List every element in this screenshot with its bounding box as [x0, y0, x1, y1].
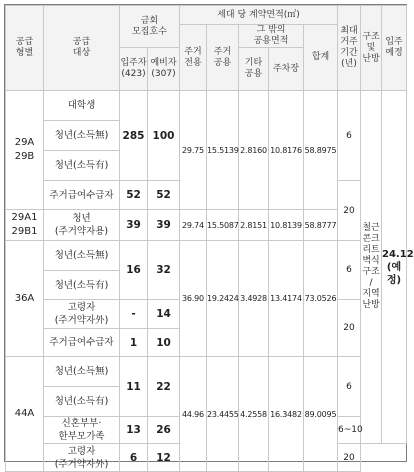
occupants-29a1: 39 — [120, 210, 148, 241]
period-36-elderly: 20 — [338, 300, 361, 357]
common-29: 15.5139 — [207, 91, 239, 210]
table-row — [6, 91, 407, 121]
common-44: 23.4455 — [207, 357, 239, 472]
exclusive-44: 44.96 — [180, 357, 207, 472]
header-other-common: 기타 공용 — [239, 48, 269, 91]
period-44-elderly: 20 — [338, 444, 361, 472]
structure-cell: 철근 콘크 리트 벽식 구조 / 지역 난방 — [361, 91, 382, 444]
occupants-36-benefit: 1 — [120, 329, 148, 357]
period-44-newlywed: 6~10 — [338, 417, 361, 444]
header-parking: 주차장 — [269, 48, 304, 91]
target-youth-weak: 청년 (주거약자용) — [44, 210, 120, 241]
exclusive-29: 29.75 — [180, 91, 207, 210]
parking-29a1: 10.8139 — [269, 210, 304, 241]
total-36: 73.0526 — [304, 241, 338, 357]
parking-44: 16.3482 — [269, 357, 304, 472]
supply-table-frame — [4, 4, 414, 470]
parking-36: 13.4174 — [269, 241, 304, 357]
other-common-29: 2.8160 — [239, 91, 269, 210]
header-max-period: 최대 거주 기간 (년) — [338, 6, 361, 91]
period-29-youth: 6 — [338, 91, 361, 181]
exclusive-29a1: 29.74 — [180, 210, 207, 241]
waiting-44-newlywed: 26 — [148, 417, 180, 444]
type-29a1-29b1: 29A1 29B1 — [6, 210, 44, 241]
type-29a-29b: 29A 29B — [6, 91, 44, 210]
type-44a: 44A — [6, 357, 44, 472]
period-36-youth: 6 — [338, 241, 361, 300]
table-row — [6, 241, 407, 271]
target-youth-income: 청년(소득有) — [44, 151, 120, 181]
target-36-youth-income: 청년(소득有) — [44, 271, 120, 300]
header-occupant: 입주자 (423) — [120, 48, 148, 91]
total-29a1: 58.8777 — [304, 210, 338, 241]
header-move-in: 입주 예정 — [382, 6, 407, 91]
occupants-36-elderly: - — [120, 300, 148, 329]
header-other-common-group: 그 밖의 공용면적 — [239, 25, 304, 48]
other-common-29a1: 2.8151 — [239, 210, 269, 241]
header-structure: 구조 및 난방 — [361, 6, 382, 91]
waiting-36-elderly: 14 — [148, 300, 180, 329]
target-44-youth-no-income: 청년(소득無) — [44, 357, 120, 387]
target-youth-no-income: 청년(소득無) — [44, 121, 120, 151]
exclusive-36: 36.90 — [180, 241, 207, 357]
waiting-29-youth: 100 — [148, 91, 180, 181]
waiting-36-youth: 32 — [148, 241, 180, 300]
target-44-youth-income: 청년(소득有) — [44, 387, 120, 417]
target-36-youth-no-income: 청년(소득無) — [44, 241, 120, 271]
occupants-44-elderly: 6 — [120, 444, 148, 472]
target-university: 대학생 — [44, 91, 120, 121]
total-29: 58.8975 — [304, 91, 338, 210]
header-area-group: 세대 당 계약면적(㎡) — [180, 6, 338, 25]
target-44-elderly: 고령자 (주거약자外) — [44, 444, 120, 472]
period-44-youth: 6 — [338, 357, 361, 417]
table-header — [6, 6, 407, 91]
header-common: 주거 공용 — [207, 25, 239, 91]
occupants-44-youth: 11 — [120, 357, 148, 417]
target-36-elderly: 고령자 (주거약자外) — [44, 300, 120, 329]
occupants-44-newlywed: 13 — [120, 417, 148, 444]
type-36a: 36A — [6, 241, 44, 357]
other-common-44: 4.2558 — [239, 357, 269, 472]
occupants-36-youth: 16 — [120, 241, 148, 300]
waiting-44-elderly: 12 — [148, 444, 180, 472]
header-exclusive: 주거 전용 — [180, 25, 207, 91]
waiting-44-youth: 22 — [148, 357, 180, 417]
target-44-newlywed: 신혼부부· 한부모가족 — [44, 417, 120, 444]
occupants-29-youth: 285 — [120, 91, 148, 181]
waiting-29-benefit: 52 — [148, 181, 180, 210]
period-20-a: 20 — [338, 181, 361, 241]
move-in-cell: 24.12 (예정) — [382, 91, 407, 444]
waiting-36-benefit: 10 — [148, 329, 180, 357]
occupants-29-benefit: 52 — [120, 181, 148, 210]
header-recruit: 금회 모집호수 — [120, 6, 180, 48]
header-supply-target: 공급 대상 — [44, 6, 120, 91]
supply-table — [5, 5, 414, 472]
target-36-housing-benefit: 주거급여수급자 — [44, 329, 120, 357]
header-waiting: 예비자 (307) — [148, 48, 180, 91]
waiting-29a1: 39 — [148, 210, 180, 241]
target-housing-benefit: 주거급여수급자 — [44, 181, 120, 210]
common-36: 19.2424 — [207, 241, 239, 357]
table-body — [6, 91, 414, 472]
table-row — [6, 357, 407, 387]
header-supply-type: 공급 형별 — [6, 6, 44, 91]
parking-29: 10.8176 — [269, 91, 304, 210]
common-29a1: 15.5087 — [207, 210, 239, 241]
header-total: 합계 — [304, 25, 338, 91]
total-44: 89.0095 — [304, 357, 338, 472]
other-common-36: 3.4928 — [239, 241, 269, 357]
